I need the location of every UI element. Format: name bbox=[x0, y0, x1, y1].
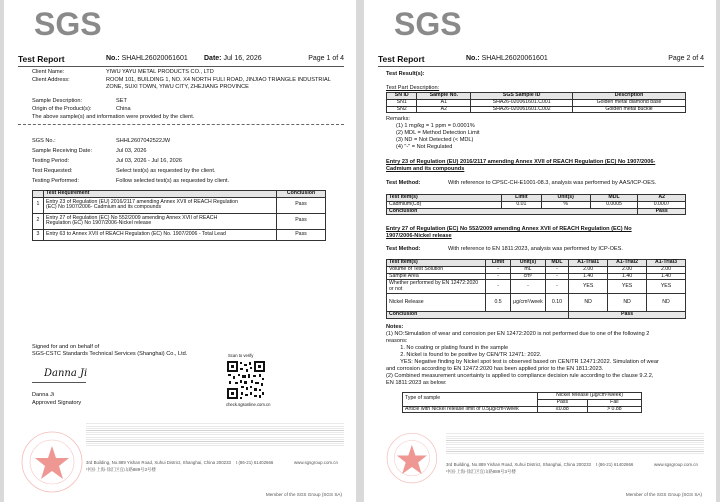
page-number: Page 1 of 4 bbox=[308, 55, 344, 62]
report-header bbox=[378, 54, 704, 66]
conclusion-row: Conclusion Pass bbox=[387, 208, 686, 215]
provided-note: The above sample(s) and information were provided by the client. bbox=[32, 114, 195, 120]
table-row: Whether performed by EN 12472:2020 or not - - - YES YES YES bbox=[387, 280, 686, 294]
table-row: Sample Area - cm² - 1.40 1.40 1.40 bbox=[387, 273, 686, 280]
sample-description-label: Sample Description: bbox=[32, 98, 83, 104]
table-row: Article with Nickel release limit of 0.5μg/cm²/week ≤0.88 > 0.88 bbox=[403, 406, 642, 413]
table-header-row: Test Item(s) Limit Unit(s) MDL A2 bbox=[387, 195, 686, 202]
footer-address-cn: 中国·上海·徐汇区宜山路889号3号楼 bbox=[446, 469, 516, 474]
part-description-title: Test Part Description: bbox=[386, 85, 440, 91]
note-line: 1. No coating or plating found in the sample bbox=[394, 345, 509, 351]
table-header-row: Type of sample Nickel release (μg/cm²/week) bbox=[403, 393, 642, 400]
receiving-date: Jul 03, 2026 bbox=[116, 148, 147, 154]
page-number: Page 2 of 4 bbox=[668, 55, 704, 62]
client-address-label: Client Address: bbox=[32, 77, 70, 83]
table-row: SN1 A1 SHA26-020061601.C001 Golden metal diamond base bbox=[387, 99, 686, 106]
sgs-no: SHHL2607042522JW bbox=[116, 138, 171, 144]
cadmium-method: With reference to CPSC-CH-E1001-08.3, analysis was performed by AAS/ICP-OES. bbox=[448, 180, 657, 186]
part-description-table bbox=[386, 92, 686, 113]
qr-code-icon[interactable] bbox=[226, 360, 266, 400]
nickel-method: With reference to EN 1811:2023, analysis was performed by ICP-OES. bbox=[448, 246, 623, 252]
testing-period-label: Testing Period: bbox=[32, 158, 70, 164]
note-line: 2. Nickel is found to be positive by CEN/TR 12471: 2022. bbox=[394, 352, 542, 358]
report-title: Test Report bbox=[378, 54, 425, 64]
note-line: (1) NO:Simulation of wear and corrosion per EN 12472:2020 is not performed due to one of the following 2 bbox=[386, 331, 650, 337]
nickel-table bbox=[386, 259, 686, 319]
report-header bbox=[18, 54, 344, 66]
handwritten-signature: Danna Ji bbox=[44, 368, 88, 379]
footer-address-en: 3rd Building, No.889 Yishan Road, Xuhui District, Shanghai, China 200233 bbox=[86, 460, 231, 465]
table-row: 3 Entry 63 to Annex XVII of REACH Regulation (EC) No. 1907/2006 - Total Lead Pass bbox=[33, 229, 326, 240]
origin-value: China bbox=[116, 106, 131, 112]
table-row: SN2 A2 SHA26-020061601.C002 Golden metal buckle bbox=[387, 106, 686, 113]
footer-legal-text bbox=[446, 432, 704, 454]
cadmium-section-title-2: Cadmium and its compounds bbox=[386, 166, 465, 172]
signed-line-2: SGS-CSTC Standards Technical Services (Shanghai) Co., Ltd. bbox=[32, 351, 188, 357]
remark-2: (2) MDL = Method Detection Limit bbox=[396, 130, 480, 136]
member-of-sgs: Member of the SGS Group (SGS SA) bbox=[625, 492, 702, 497]
nickel-section-title-1: Entry 27 of Regulation (EC) No 552/2009 amending Annex XVII of REACH Regulation (EC) No bbox=[386, 226, 632, 232]
origin-label: Origin of the Product(s): bbox=[32, 106, 92, 112]
table-header-row: SN ID Sample No. SGS Sample ID Description bbox=[387, 93, 686, 100]
report-date: Date: Jul 16, 2026 bbox=[204, 55, 262, 62]
test-requested: Select test(s) as requested by the client. bbox=[116, 168, 216, 174]
table-header-row: Pass Fail bbox=[403, 399, 642, 406]
testing-performed: Follow selected test(s) as requested by client. bbox=[116, 178, 230, 184]
conclusion-row: Conclusion Pass bbox=[387, 312, 686, 319]
sgs-logo bbox=[394, 8, 464, 38]
test-requested-label: Test Requested: bbox=[32, 168, 73, 174]
svg-text:SGS: SGS bbox=[394, 8, 462, 38]
table-header-row: Test Item(s) Limit Unit(s) MDL A1-Trial1 A1-Trial2 A1-Trial3 bbox=[387, 260, 686, 267]
report-number: No.: SHAHL26020061601 bbox=[106, 55, 188, 62]
report-page-2 bbox=[364, 0, 716, 502]
sample-description: SET bbox=[116, 98, 127, 104]
report-page-1 bbox=[4, 0, 356, 502]
cadmium-section-title-1: Entry 23 of Regulation (EU) 2016/2117 amending Annex XVII of REACH Regulation (EC) No 1907/2006- bbox=[386, 159, 656, 165]
testing-period: Jul 03, 2026 - Jul 16, 2026 bbox=[116, 158, 182, 164]
remark-1: (1) 1 mg/kg = 1 ppm = 0.0001% bbox=[396, 123, 475, 129]
remark-4: (4) "-" = Not Regulated bbox=[396, 144, 453, 150]
report-title: Test Report bbox=[18, 54, 65, 64]
note-line: EN 1811:2023 as below: bbox=[386, 380, 447, 386]
notes-title: Notes: bbox=[386, 324, 404, 330]
signatory-title: Approved Signatory bbox=[32, 400, 82, 406]
header-divider bbox=[18, 66, 344, 67]
signatory-name: Danna Ji bbox=[32, 392, 55, 398]
note-line: reasons: bbox=[386, 338, 408, 344]
table-row: 1 Entry 23 of Regulation (EU) 2016/2117 amending Annex XVII of REACH Regulation (EC) No 1907/2006- Cadmium and its compounds Pass bbox=[33, 197, 326, 213]
svg-text:SGS: SGS bbox=[34, 8, 102, 38]
footer-website: www.sgsgroup.com.cn bbox=[654, 462, 698, 467]
client-name: YIWU YAYU METAL PRODUCTS CO., LTD bbox=[106, 69, 214, 75]
footer-legal-text bbox=[86, 422, 344, 448]
footer-address-cn: 中国·上海·徐汇区宜山路889号3号楼 bbox=[86, 467, 156, 472]
cadmium-method-label: Test Method: bbox=[386, 180, 421, 186]
footer-phone: t (86-21) 61402666 bbox=[596, 462, 634, 467]
footer-website: www.sgsgroup.com.cn bbox=[294, 460, 338, 465]
sgs-logo bbox=[34, 8, 104, 38]
summary-table bbox=[32, 190, 326, 241]
footer-address-en: 3rd Building, No.889 Yishan Road, Xuhui District, Shanghai, China 200233 bbox=[446, 462, 591, 467]
note-line: YES: Negative finding by Nickel spot test is observed based on CEN/TR 12471:2022. Simulation of wear bbox=[394, 359, 659, 365]
testing-performed-label: Testing Performed: bbox=[32, 178, 79, 184]
note-line: and corrosion according to EN 12472:2020 has been applied prior to the EN 1811:2023. bbox=[386, 366, 604, 372]
sgs-no-label: SGS No.: bbox=[32, 138, 56, 144]
qr-caption-top: Scan to verify bbox=[228, 353, 254, 358]
table-row: 2 Entry 27 of Regulation (EC) No 552/2009 amending Annex XVII of REACH Regulation (EC) No 1907/2006-Nickel release Pass bbox=[33, 213, 326, 229]
red-star-stamp-icon bbox=[12, 424, 90, 494]
receiving-date-label: Sample Receiving Date: bbox=[32, 148, 93, 154]
header-divider bbox=[378, 66, 704, 67]
results-title: Test Result(s): bbox=[386, 71, 425, 77]
signature-line bbox=[32, 382, 86, 383]
footer-phone: t (86-21) 61402666 bbox=[236, 460, 274, 465]
page-footer bbox=[4, 418, 356, 502]
qr-caption-bottom: check.sgsonline.com.cn bbox=[226, 402, 271, 407]
client-address-line-2: ZONE, SUXI TOWN, YIWU CITY, ZHEJIANG PROVINCE bbox=[106, 84, 249, 90]
member-of-sgs: Member of the SGS Group (SGS SA) bbox=[265, 492, 342, 497]
table-row: Nickel Release 0.5 μg/cm²/week 0.10 ND ND ND bbox=[387, 294, 686, 312]
note-line: (2) Combined measurement uncertainty is applied to compliance decision rule according to the clause 9.2.2, bbox=[386, 373, 654, 379]
report-number: No.: SHAHL26020061601 bbox=[466, 55, 548, 62]
table-row: Cadmium(Cd) 0.01 % 0.0005 0.0007 bbox=[387, 201, 686, 208]
remarks-title: Remarks: bbox=[386, 116, 410, 122]
nickel-method-label: Test Method: bbox=[386, 246, 421, 252]
signed-line-1: Signed for and on behalf of bbox=[32, 344, 100, 350]
table-row: Volume of Test Solution - mL - 2.00 2.00 2.00 bbox=[387, 266, 686, 273]
red-star-stamp-icon bbox=[372, 428, 450, 490]
nickel-section-title-2: 1907/2006-Nickel release bbox=[386, 233, 452, 239]
decision-rule-table bbox=[402, 392, 642, 413]
remark-3: (3) ND = Not Detected (< MDL) bbox=[396, 137, 474, 143]
table-header-row: Test Requirement Conclusion bbox=[33, 191, 326, 198]
client-address-line-1: ROOM 101, BUILDING 1, NO. X4 NORTH FULI ROAD, JINJIAO TRIANGLE INDUSTRIAL bbox=[106, 77, 331, 83]
page-footer bbox=[364, 428, 716, 502]
dashed-divider bbox=[18, 124, 344, 125]
client-name-label: Client Name: bbox=[32, 69, 65, 75]
cadmium-table bbox=[386, 194, 686, 215]
